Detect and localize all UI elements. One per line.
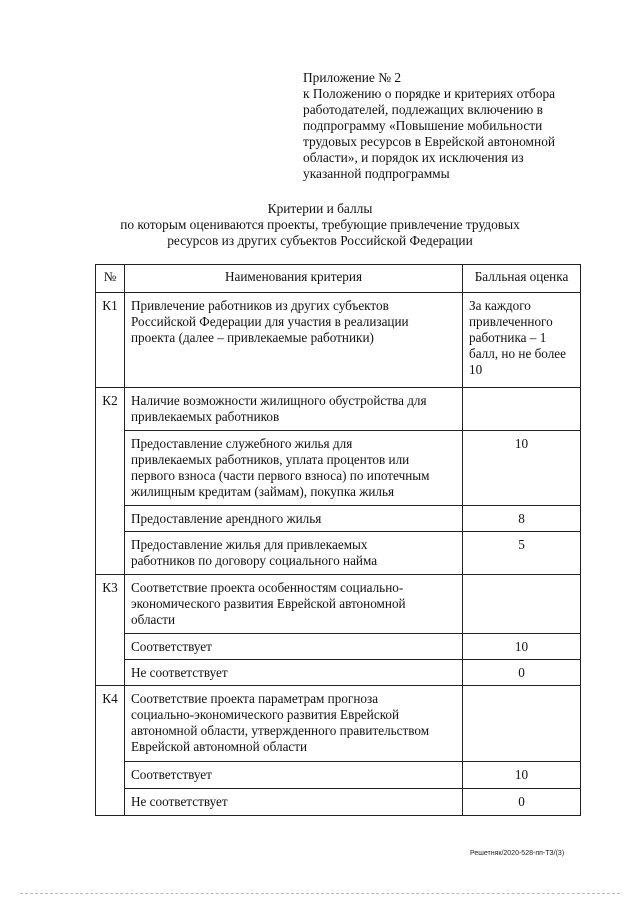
document-title bbox=[60, 201, 580, 249]
table-row bbox=[96, 506, 581, 532]
criterion-score-empty bbox=[463, 388, 581, 431]
appendix-line: трудовых ресурсов в Еврейской автономной bbox=[303, 134, 556, 149]
table-row-k4 bbox=[96, 686, 581, 762]
option-text: Не соответствует bbox=[125, 660, 463, 686]
score-line: балл, но не более bbox=[469, 346, 567, 361]
option-text: Не соответствует bbox=[125, 789, 463, 816]
criterion-text-line: Еврейской автономной области bbox=[131, 739, 308, 754]
table-row-k1 bbox=[96, 293, 581, 388]
option-text: Соответствует bbox=[125, 762, 463, 789]
appendix-line: подпрограмму «Повышение мобильности bbox=[303, 118, 543, 133]
option-score: 10 bbox=[463, 634, 581, 660]
score-line: За каждого bbox=[469, 298, 531, 313]
page-edge-divider bbox=[20, 893, 620, 894]
option-text-line: жилищным кредитам (займам), покупка жилья bbox=[131, 484, 395, 499]
appendix-line: указанной подпрограммы bbox=[303, 166, 450, 181]
criterion-text-line: проекта (далее – привлекаемые работники) bbox=[131, 330, 374, 345]
table-row bbox=[96, 634, 581, 660]
criterion-text-line: Привлечение работников из других субъектов bbox=[131, 298, 389, 313]
header-number: № bbox=[96, 265, 125, 293]
criterion-code: К3 bbox=[96, 575, 125, 686]
option-text bbox=[125, 506, 463, 532]
title-line: ресурсов из других субъектов Российской Федерации bbox=[167, 233, 473, 248]
option-score: 0 bbox=[463, 789, 581, 816]
criterion-text bbox=[125, 686, 463, 762]
criterion-code: К4 bbox=[96, 686, 125, 816]
table-row-k2 bbox=[96, 388, 581, 431]
table-row-k3 bbox=[96, 575, 581, 634]
option-score: 5 bbox=[463, 532, 581, 575]
criterion-text bbox=[125, 293, 463, 388]
option-score: 8 bbox=[463, 506, 581, 532]
criterion-score bbox=[463, 293, 581, 388]
appendix-line: к Положению о порядке и критериях отбора bbox=[303, 86, 556, 101]
table-row bbox=[96, 660, 581, 686]
option-score: 10 bbox=[463, 431, 581, 506]
option-text bbox=[125, 532, 463, 575]
criterion-code: К2 bbox=[96, 388, 125, 575]
criterion-text-line: Российской Федерации для участия в реализации bbox=[131, 314, 409, 329]
option-text-line: первого взноса (части первого взноса) по ипотечным bbox=[131, 468, 430, 483]
criterion-text bbox=[125, 575, 463, 634]
score-line: работника – 1 bbox=[469, 330, 547, 345]
table-row bbox=[96, 431, 581, 506]
appendix-line: области», и порядок их исключения из bbox=[303, 150, 524, 165]
criterion-text-line: социально-экономического развития Еврейской bbox=[131, 707, 400, 722]
title-line: по которым оцениваются проекты, требующие привлечение трудовых bbox=[120, 217, 520, 232]
header-score: Балльная оценка bbox=[463, 265, 581, 293]
criteria-table bbox=[95, 264, 581, 816]
score-line: 10 bbox=[469, 362, 483, 377]
criterion-score-empty bbox=[463, 575, 581, 634]
criterion-text-line: Соответствие проекта параметрам прогноза bbox=[131, 691, 379, 706]
option-score: 0 bbox=[463, 660, 581, 686]
criterion-text-line: Наличие возможности жилищного обустройства для bbox=[131, 393, 427, 408]
option-score: 10 bbox=[463, 762, 581, 789]
criterion-text-line: привлекаемых работников bbox=[131, 409, 280, 424]
score-line: привлеченного bbox=[469, 314, 553, 329]
criterion-text-line: автономной области, утвержденного правительством bbox=[131, 723, 430, 738]
option-text-line: Предоставление жилья для привлекаемых bbox=[131, 537, 368, 552]
table-header-row bbox=[96, 265, 581, 293]
table-row bbox=[96, 532, 581, 575]
appendix-line: Приложение № 2 bbox=[303, 70, 402, 85]
header-criterion: Наименования критерия bbox=[125, 265, 463, 293]
criterion-text-line: области bbox=[131, 612, 176, 627]
table-row bbox=[96, 762, 581, 789]
option-text-line: привлекаемых работников, уплата процентов или bbox=[131, 452, 410, 467]
option-text bbox=[125, 431, 463, 506]
criterion-text bbox=[125, 388, 463, 431]
option-text-line: Предоставление служебного жилья для bbox=[131, 436, 353, 451]
appendix-header bbox=[303, 70, 603, 182]
criterion-score-empty bbox=[463, 686, 581, 762]
option-text: Соответствует bbox=[125, 634, 463, 660]
table-row bbox=[96, 789, 581, 816]
option-text-line: Предоставление арендного жилья bbox=[131, 511, 322, 526]
title-line: Критерии и баллы bbox=[267, 201, 373, 216]
criterion-text-line: экономического развития Еврейской автономной bbox=[131, 596, 406, 611]
criterion-text-line: Соответствие проекта особенностям социально- bbox=[131, 580, 404, 595]
appendix-line: работодателей, подлежащих включению в bbox=[303, 102, 543, 117]
document-stamp: Решетняк/2020-528-пп-ТЗ/(3) bbox=[470, 850, 565, 857]
criterion-code: К1 bbox=[96, 293, 125, 388]
option-text-line: работников по договору социального найма bbox=[131, 553, 378, 568]
